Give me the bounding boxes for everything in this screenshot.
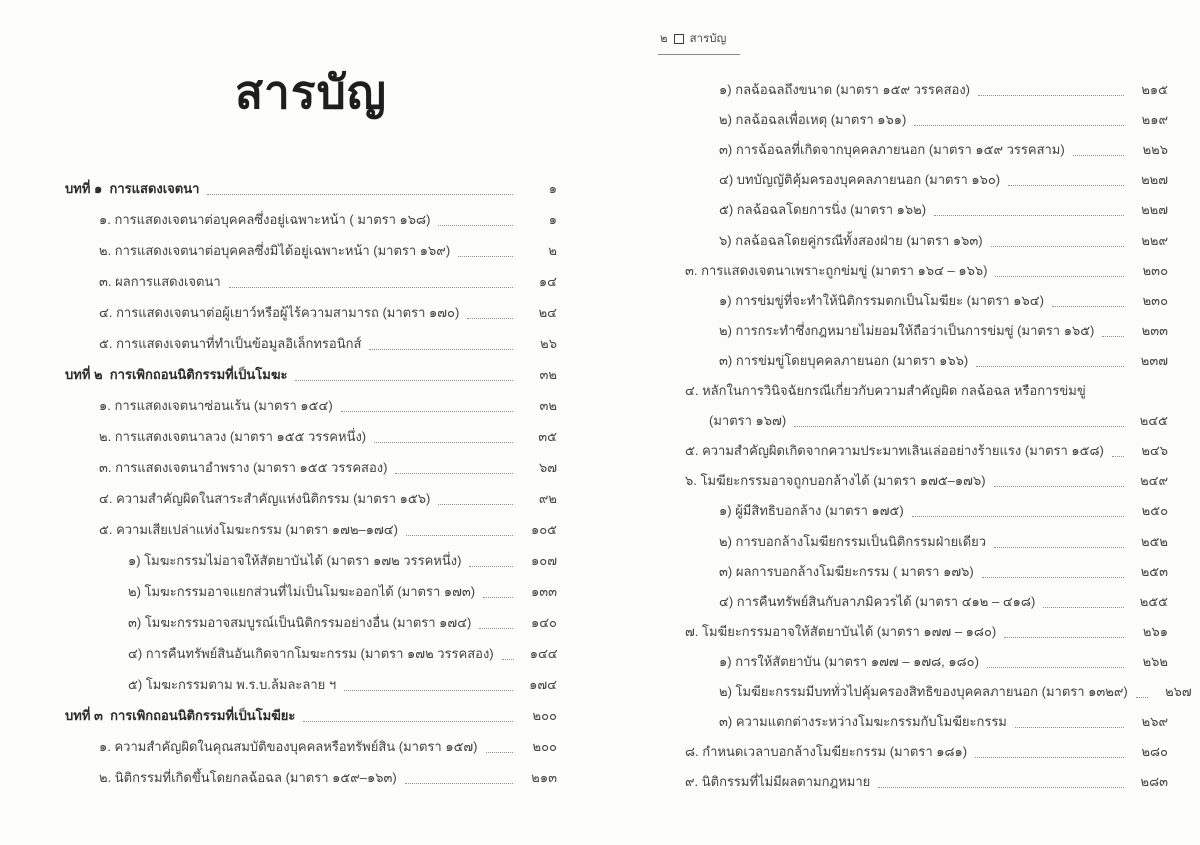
dotted-leader bbox=[469, 566, 513, 567]
dotted-leader bbox=[1073, 155, 1124, 156]
page-number: ๒๔๕ bbox=[1139, 413, 1168, 429]
dotted-leader bbox=[994, 547, 1124, 548]
toc-row bbox=[65, 261, 557, 292]
toc-row bbox=[685, 401, 1168, 431]
left-toc-list bbox=[65, 168, 557, 788]
dotted-leader bbox=[995, 276, 1124, 277]
toc-row bbox=[685, 311, 1168, 341]
page-number: ๒๕๒ bbox=[1141, 533, 1168, 549]
toc-row bbox=[65, 199, 557, 230]
toc-row bbox=[685, 762, 1168, 792]
page-number: ๒๖ bbox=[540, 336, 557, 351]
toc-entry-label: ๔. ความสำคัญผิดในสาระสำคัญแห่งนิติกรรม (มาตรา ๑๕๖) bbox=[99, 491, 431, 506]
toc-row bbox=[65, 540, 557, 571]
dotted-leader bbox=[1043, 607, 1124, 608]
toc-row bbox=[685, 100, 1168, 130]
toc-entry-label: ๔) การคืนทรัพย์สินกับลาภมิควรได้ (มาตรา ๔๑๒ – ๔๑๘) bbox=[719, 593, 1036, 609]
page-number: ๓๒ bbox=[539, 367, 557, 382]
page-number: ๓๕ bbox=[538, 429, 557, 444]
toc-row bbox=[65, 509, 557, 540]
dotted-leader bbox=[794, 426, 1124, 427]
dotted-leader bbox=[878, 787, 1124, 788]
page-number: ๒๐๐ bbox=[532, 739, 557, 754]
toc-row bbox=[65, 633, 557, 664]
page-number: ๑๐๗ bbox=[531, 553, 557, 568]
page-number: ๖๗ bbox=[538, 460, 557, 475]
dotted-leader bbox=[395, 473, 513, 474]
toc-entry-label: ๖. โมฆียะกรรมอาจถูกบอกล้างได้ (มาตรา ๑๗๕–๑๗๖) bbox=[685, 473, 986, 489]
page-number: ๑ bbox=[548, 181, 557, 196]
toc-row bbox=[685, 552, 1168, 582]
toc-row bbox=[685, 582, 1168, 612]
dotted-leader bbox=[1136, 697, 1148, 698]
toc-entry-label: ๗. โมฆียะกรรมอาจให้สัตยาบันได้ (มาตรา ๑๗๗ – ๑๘๐) bbox=[685, 623, 997, 639]
toc-entry-label: บทที่ ๓ การเพิกถอนนิติกรรมที่เป็นโมฆียะ bbox=[65, 708, 296, 723]
toc-entry-label: ๒. นิติกรรมที่เกิดขึ้นโดยกลฉ้อฉล (มาตรา ๑๕๙–๑๖๓) bbox=[99, 770, 397, 785]
page-number: ๙๒ bbox=[538, 491, 557, 506]
dotted-leader bbox=[406, 535, 513, 536]
dotted-leader bbox=[934, 215, 1124, 216]
toc-entry-label: ๒) การกระทำซึ่งกฎหมายไม่ยอมให้ถือว่าเป็นการข่มขู่ (มาตรา ๑๖๕) bbox=[719, 322, 1095, 338]
dotted-leader bbox=[982, 577, 1124, 578]
page-number: ๒๒๗ bbox=[1141, 172, 1168, 188]
toc-row bbox=[685, 70, 1168, 100]
page-number: ๒๖๙ bbox=[1141, 714, 1168, 730]
page-number: ๑๗๔ bbox=[529, 677, 557, 692]
page-number: ๒ bbox=[548, 243, 557, 258]
toc-title: สารบัญ bbox=[234, 66, 387, 118]
toc-entry-label: ๒) โมฆะกรรมอาจแยกส่วนที่ไม่เป็นโมฆะออกได้ (มาตรา ๑๗๓) bbox=[128, 584, 476, 599]
toc-entry-label: ๑) โมฆะกรรมไม่อาจให้สัตยาบันได้ (มาตรา ๑๗๒ วรรคหนึ่ง) bbox=[128, 553, 462, 568]
toc-row bbox=[65, 323, 557, 354]
dotted-leader bbox=[229, 287, 513, 288]
toc-entry-label: ๓) ผลการบอกล้างโมฆียะกรรม ( มาตรา ๑๗๖) bbox=[719, 563, 974, 579]
toc-row bbox=[685, 521, 1168, 551]
page-number: ๒๖๒ bbox=[1142, 653, 1168, 669]
page-number: ๒๔๙ bbox=[1140, 473, 1168, 489]
dotted-leader bbox=[483, 597, 513, 598]
page-number: ๒๑๓ bbox=[531, 770, 557, 785]
page-number: ๒๐๐ bbox=[532, 708, 557, 723]
toc-row bbox=[685, 461, 1168, 491]
toc-entry-label: ๓) การข่มขู่โดยบุคคลภายนอก (มาตรา ๑๖๖) bbox=[719, 352, 969, 368]
toc-entry-label: ๒. การแสดงเจตนาต่อบุคคลซึ่งมิได้อยู่เฉพาะหน้า (มาตรา ๑๖๙) bbox=[99, 243, 451, 258]
toc-entry-label: บทที่ ๑ การแสดงเจตนา bbox=[65, 181, 200, 196]
dotted-leader bbox=[1102, 336, 1124, 337]
dotted-leader bbox=[976, 366, 1124, 367]
page-number: ๑ bbox=[548, 212, 557, 227]
toc-entry-label: ๓) โมฆะกรรมอาจสมบูรณ์เป็นนิติกรรมอย่างอื่น (มาตรา ๑๗๔) bbox=[128, 615, 472, 630]
toc-row bbox=[685, 491, 1168, 521]
toc-row bbox=[685, 160, 1168, 190]
toc-entry-label: ๕) โมฆะกรรมตาม พ.ร.บ.ล้มละลาย ฯ bbox=[128, 677, 337, 692]
toc-row bbox=[65, 230, 557, 261]
dotted-leader bbox=[975, 757, 1124, 758]
toc-entry-label: ๑) ผู้มีสิทธิบอกล้าง (มาตรา ๑๗๕) bbox=[719, 503, 904, 519]
toc-entry-label: ๓. การแสดงเจตนาเพราะถูกข่มขู่ (มาตรา ๑๖๔ – ๑๖๖) bbox=[685, 262, 988, 278]
toc-entry-label: ๓) การฉ้อฉลที่เกิดจากบุคคลภายนอก (มาตรา ๑๕๙ วรรคสาม) bbox=[719, 142, 1065, 158]
dotted-leader bbox=[987, 667, 1124, 668]
toc-row bbox=[685, 431, 1168, 461]
page-number: ๑๐๕ bbox=[530, 522, 557, 537]
toc-entry-label: ๔. การแสดงเจตนาต่อผู้เยาว์หรือผู้ไร้ความสามารถ (มาตรา ๑๗๐) bbox=[99, 305, 460, 320]
toc-row bbox=[65, 571, 557, 602]
toc-row bbox=[685, 251, 1168, 281]
header-title: สารบัญ bbox=[689, 33, 727, 45]
page-number: ๒๕๓ bbox=[1140, 563, 1168, 579]
page-number: ๑๔๔ bbox=[529, 646, 558, 661]
page-number: ๒๕๕ bbox=[1139, 593, 1168, 609]
toc-row bbox=[685, 612, 1168, 642]
header-page-number: ๒ bbox=[660, 33, 668, 45]
dotted-leader bbox=[467, 318, 513, 319]
page-number: ๑๓๓ bbox=[530, 584, 557, 599]
dotted-leader bbox=[369, 349, 513, 350]
dotted-leader bbox=[1112, 456, 1124, 457]
dotted-leader bbox=[991, 246, 1124, 247]
page-number: ๓๒ bbox=[539, 398, 557, 413]
page-number: ๒๔ bbox=[538, 305, 557, 320]
dotted-leader bbox=[438, 225, 513, 226]
toc-row bbox=[65, 664, 557, 695]
page-number: ๒๑๕ bbox=[1141, 82, 1168, 98]
section-square-icon bbox=[674, 34, 684, 44]
toc-entry-label: ๒) กลฉ้อฉลเพื่อเหตุ (มาตรา ๑๖๑) bbox=[719, 112, 907, 128]
toc-row bbox=[65, 168, 557, 199]
toc-entry-label: ๑. ความสำคัญผิดในคุณสมบัติของบุคคลหรือทรัพย์สิน (มาตรา ๑๕๗) bbox=[99, 739, 478, 754]
toc-entry-label: ๔. หลักในการวินิจฉัยกรณีเกี่ยวกับความสำคัญผิด กลฉ้อฉล หรือการข่มขู่ bbox=[685, 383, 1086, 399]
toc-entry-label: ๑. การแสดงเจตนาต่อบุคคลซึ่งอยู่เฉพาะหน้า ( มาตรา ๑๖๘) bbox=[99, 212, 431, 227]
dotted-leader bbox=[341, 411, 513, 412]
toc-row bbox=[685, 642, 1168, 672]
page-number: ๒๒๙ bbox=[1141, 232, 1168, 248]
dotted-leader bbox=[1008, 185, 1124, 186]
dotted-leader bbox=[994, 486, 1124, 487]
dotted-leader bbox=[458, 256, 513, 257]
page-number: ๒๖๗ bbox=[1165, 683, 1192, 699]
toc-row bbox=[65, 385, 557, 416]
toc-row bbox=[685, 371, 1168, 401]
page-number: ๒๓๐ bbox=[1142, 292, 1168, 308]
page-number: ๒๔๖ bbox=[1141, 443, 1168, 459]
toc-row bbox=[65, 726, 557, 757]
page-number: ๑๔๐ bbox=[530, 615, 557, 630]
toc-row bbox=[65, 602, 557, 633]
dotted-leader bbox=[914, 125, 1124, 126]
page-number: ๒๓๗ bbox=[1140, 352, 1168, 368]
toc-row bbox=[685, 281, 1168, 311]
page-number: ๒๑๙ bbox=[1141, 112, 1168, 128]
toc-row bbox=[685, 732, 1168, 762]
toc-entry-label: ๑. การแสดงเจตนาซ่อนเร้น (มาตรา ๑๕๔) bbox=[99, 398, 333, 413]
dotted-leader bbox=[1004, 637, 1124, 638]
toc-entry-label: ๘. กำหนดเวลาบอกล้างโมฆียะกรรม (มาตรา ๑๘๑) bbox=[685, 744, 968, 760]
page-number: ๒๓๓ bbox=[1141, 322, 1168, 338]
toc-entry-label: ๓. การแสดงเจตนาอำพราง (มาตรา ๑๕๕ วรรคสอง) bbox=[99, 460, 388, 475]
toc-entry-label: ๕. การแสดงเจตนาที่ทำเป็นข้อมูลอิเล็กทรอนิกส์ bbox=[99, 336, 362, 351]
toc-entry-label: ๔) การคืนทรัพย์สินอันเกิดจากโมฆะกรรม (มาตรา ๑๗๒ วรรคสอง) bbox=[128, 646, 494, 661]
toc-row bbox=[685, 220, 1168, 250]
toc-row bbox=[685, 341, 1168, 371]
dotted-leader bbox=[479, 628, 513, 629]
dotted-leader bbox=[374, 442, 513, 443]
dotted-leader bbox=[978, 95, 1124, 96]
dotted-leader bbox=[295, 380, 513, 381]
page-number: ๒๘๓ bbox=[1140, 774, 1168, 790]
dotted-leader bbox=[405, 783, 513, 784]
toc-entry-label: ๕. ความเสียเปล่าแห่งโมฆะกรรม (มาตรา ๑๗๒–๑๗๔) bbox=[99, 522, 398, 537]
page-number: ๒๖๑ bbox=[1142, 623, 1168, 639]
toc-entry-label: ๒) การบอกล้างโมฆียกรรมเป็นนิติกรรมฝ่ายเดียว bbox=[719, 533, 987, 549]
toc-row bbox=[685, 672, 1192, 702]
page-number: ๑๔ bbox=[538, 274, 557, 289]
toc-row bbox=[65, 354, 557, 385]
toc-row bbox=[685, 130, 1168, 160]
page-number: ๒๓๐ bbox=[1142, 262, 1168, 278]
dotted-leader bbox=[207, 194, 513, 195]
dotted-leader bbox=[1015, 727, 1124, 728]
toc-row bbox=[65, 757, 557, 788]
dotted-leader bbox=[502, 659, 514, 660]
toc-entry-label: ๑) การข่มขู่ที่จะทำให้นิติกรรมตกเป็นโมฆียะ (มาตรา ๑๖๔) bbox=[719, 292, 1044, 308]
dotted-leader bbox=[912, 516, 1124, 517]
page-number: ๒๕๐ bbox=[1141, 503, 1168, 519]
toc-entry-label: ๕. ความสำคัญผิดเกิดจากความประมาทเลินเล่ออย่างร้ายแรง (มาตรา ๑๕๘) bbox=[685, 443, 1104, 459]
toc-row bbox=[685, 702, 1168, 732]
right-page bbox=[600, 0, 1200, 845]
toc-row bbox=[65, 292, 557, 323]
toc-entry-label: ๑) กลฉ้อฉลถึงขนาด (มาตรา ๑๕๙ วรรคสอง) bbox=[719, 82, 970, 98]
toc-entry-label: ๖) กลฉ้อฉลโดยคู่กรณีทั้งสองฝ่าย (มาตรา ๑๖๓) bbox=[719, 232, 983, 248]
toc-entry-label: ๓) ความแตกต่างระหว่างโมฆะกรรมกับโมฆียะกรรม bbox=[719, 714, 1007, 730]
page-number: ๒๒๗ bbox=[1141, 202, 1168, 218]
toc-entry-label: ๙. นิติกรรมที่ไม่มีผลตามกฎหมาย bbox=[685, 774, 871, 790]
toc-row bbox=[65, 695, 557, 726]
dotted-leader bbox=[486, 752, 513, 753]
toc-entry-label: ๒. การแสดงเจตนาลวง (มาตรา ๑๕๕ วรรคหนึ่ง) bbox=[99, 429, 367, 444]
running-header bbox=[658, 30, 740, 55]
dotted-leader bbox=[344, 690, 513, 691]
toc-entry-label: ๒) โมฆียะกรรมมีบททั่วไปคุ้มครองสิทธิของบุคคลภายนอก (มาตรา ๑๓๒๙) bbox=[719, 683, 1128, 699]
toc-entry-label: ๕) กลฉ้อฉลโดยการนิ่ง (มาตรา ๑๖๒) bbox=[719, 202, 927, 218]
toc-entry-label: บทที่ ๒ การเพิกถอนนิติกรรมที่เป็นโมฆะ bbox=[65, 367, 288, 382]
toc-entry-label: ๓. ผลการแสดงเจตนา bbox=[99, 274, 221, 289]
dotted-leader bbox=[1052, 306, 1124, 307]
dotted-leader bbox=[303, 721, 513, 722]
toc-row bbox=[685, 190, 1168, 220]
toc-row bbox=[65, 416, 557, 447]
toc-entry-label: ๑) การให้สัตยาบัน (มาตรา ๑๗๗ – ๑๗๘, ๑๘๐) bbox=[719, 653, 979, 669]
right-toc-list bbox=[685, 70, 1192, 792]
toc-entry-label: ๔) บทบัญญัติคุ้มครองบุคคลภายนอก (มาตรา ๑๖๐) bbox=[719, 172, 1001, 188]
page-number: ๒๘๐ bbox=[1141, 744, 1168, 760]
toc-row bbox=[65, 478, 557, 509]
toc-row bbox=[65, 447, 557, 478]
dotted-leader bbox=[438, 504, 513, 505]
toc-entry-label: (มาตรา ๑๖๗) bbox=[709, 413, 787, 429]
page-number: ๒๒๖ bbox=[1142, 142, 1168, 158]
